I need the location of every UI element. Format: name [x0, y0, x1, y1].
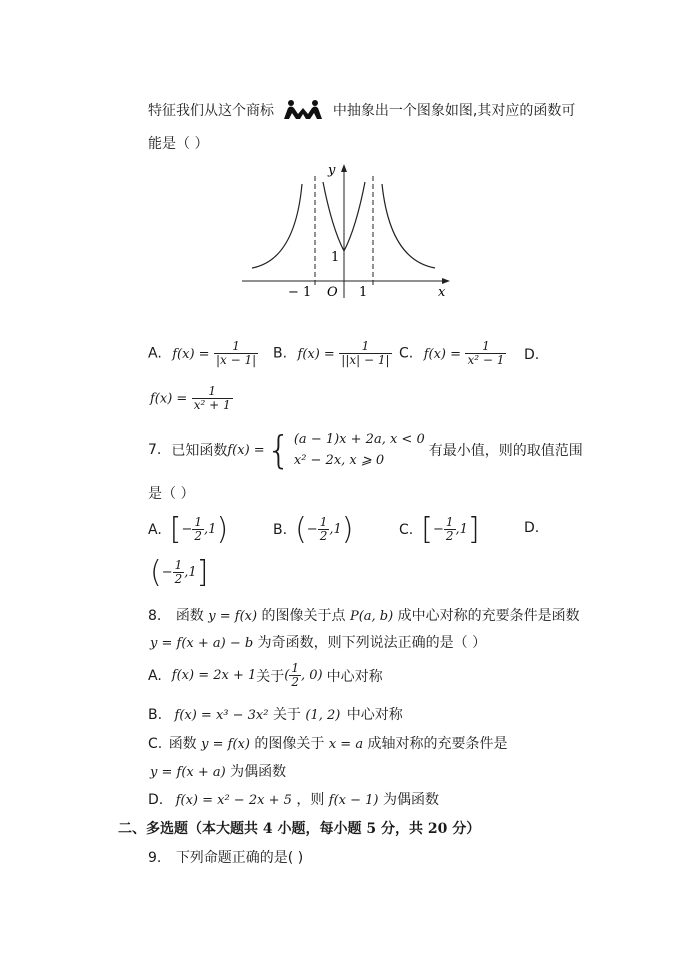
- text: 成轴对称的充要条件是: [367, 736, 508, 752]
- math: y = f(x): [208, 609, 258, 624]
- question-number: 9.: [148, 850, 162, 866]
- q6-option-d[interactable]: [150, 385, 233, 412]
- minus: −: [306, 522, 318, 537]
- q7-stem-line2: 是（ ）: [148, 486, 195, 502]
- q7-prefix: 已知函数: [171, 443, 228, 459]
- q8-option-a[interactable]: [148, 662, 383, 689]
- option-label: A.: [148, 667, 162, 684]
- text: 为偶函数: [382, 792, 439, 808]
- fraction: $\frac{1}{|x - 1|}$: [216, 339, 257, 367]
- y-axis-label: y: [328, 163, 336, 178]
- fraction: $\frac{1}{\text{x² + 1}}$: [193, 384, 231, 412]
- bracket: [: [169, 512, 182, 547]
- tick-label-neg1: − 1: [288, 285, 312, 300]
- text: 的图像关于: [254, 736, 325, 752]
- minus: −: [161, 565, 173, 580]
- origin-label: O: [327, 285, 338, 300]
- q6-stem-line2: 能是（ ）: [148, 136, 209, 152]
- tick-label-1: 1: [359, 285, 368, 300]
- curve-left-branch: [252, 184, 302, 268]
- option-lhs: f(x) =: [172, 346, 210, 362]
- fraction: $\frac{1}{||x| - 1|}$: [341, 339, 390, 367]
- math: f(x) = x² − 2x + 5: [175, 793, 292, 808]
- section-title: 二、多选题（本大题共 4 小题，每小题 5 分，共 20 分）: [118, 821, 481, 837]
- text: 的图像关于点: [261, 608, 346, 624]
- fraction: $\frac{1}{2}$: [319, 515, 328, 543]
- option-label: C.: [148, 736, 163, 752]
- rest: ,1: [184, 565, 197, 580]
- q6-function-graph: [240, 158, 455, 303]
- q8-option-c-line2: [150, 761, 286, 781]
- option-label: A.: [148, 345, 162, 362]
- fraction: $\frac{1}{2}$: [194, 515, 203, 543]
- y-axis-arrow-icon: [341, 164, 347, 172]
- math: x = a: [328, 737, 364, 752]
- text: ，则: [296, 792, 325, 808]
- q7-lhs: f(x) =: [227, 442, 265, 458]
- y-tick-label-1: 1: [331, 250, 340, 265]
- rest: ,1: [455, 522, 468, 537]
- rest: ,1: [204, 522, 217, 537]
- q8-option-c[interactable]: [148, 733, 508, 753]
- rest: ,1: [329, 522, 342, 537]
- curve-right-branch: [382, 184, 435, 268]
- q6-option-c[interactable]: [399, 340, 506, 367]
- text: 函数: [175, 608, 204, 624]
- option-label: C.: [399, 521, 414, 538]
- q8-option-b[interactable]: [148, 704, 403, 724]
- math: (: [284, 668, 290, 683]
- piecewise-cases: [294, 429, 425, 471]
- x-axis-label: x: [438, 285, 446, 300]
- math: P(a, b): [349, 609, 394, 624]
- q7-stem-line1: [148, 428, 583, 472]
- q7-option-b[interactable]: [273, 512, 353, 547]
- q7-option-c[interactable]: [399, 512, 480, 547]
- math: (1, 2): [305, 708, 341, 723]
- text: 成中心对称的充要条件是函数: [397, 608, 580, 624]
- option-label: B.: [273, 345, 288, 362]
- option-lhs: f(x) =: [297, 346, 335, 362]
- bracket: ): [216, 512, 229, 547]
- q6-stem-line1: [148, 100, 575, 124]
- option-label: D.: [148, 792, 164, 808]
- option-lhs: f(x) =: [150, 391, 188, 407]
- bracket: ]: [467, 512, 480, 547]
- math: f(x) = x³ − 3x²: [174, 708, 269, 723]
- fraction: $\frac{1}{\text{x² − 1}}$: [467, 339, 505, 367]
- q6-option-a[interactable]: [148, 340, 258, 367]
- fraction: $\frac{1}{2}$: [174, 558, 183, 586]
- q6-option-d-label[interactable]: D.: [524, 347, 540, 363]
- math: , 0): [300, 668, 323, 683]
- bracket: ]: [196, 555, 209, 590]
- left-brace-icon: {: [266, 428, 291, 472]
- q6-option-b[interactable]: [273, 340, 392, 367]
- fraction: $\frac{1}{2}$: [445, 515, 454, 543]
- text: 函数: [168, 736, 197, 752]
- bracket: (: [150, 555, 162, 590]
- case-1: (a − 1)x + 2a, x < 0: [293, 432, 425, 447]
- q9-stem: [148, 847, 303, 867]
- option-label: A.: [148, 521, 162, 538]
- q8-stem-line1: [148, 605, 580, 625]
- q7-suffix: 有最小值，则的取值范围: [428, 443, 583, 459]
- text: 中心对称: [326, 668, 383, 685]
- option-label: B.: [273, 521, 288, 538]
- math: y = f(x): [201, 737, 250, 752]
- case-2: x² − 2x, x ⩾ 0: [293, 453, 385, 468]
- text: 中心对称: [346, 707, 403, 723]
- bracket: ): [341, 512, 354, 547]
- math: y = f(x + a): [150, 765, 226, 780]
- q7-option-a[interactable]: [148, 512, 228, 547]
- option-label: C.: [399, 345, 414, 362]
- bracket: (: [295, 512, 307, 547]
- q8-stem-line2: [150, 632, 486, 652]
- question-number: 7.: [148, 442, 162, 458]
- text: 关于: [256, 668, 285, 685]
- x-axis-arrow-icon: [442, 278, 450, 284]
- option-lhs: f(x) =: [423, 346, 461, 362]
- math: f(x) = 2x + 1: [171, 668, 257, 683]
- question-number: 8.: [148, 608, 162, 624]
- q7-option-d-label[interactable]: D.: [524, 520, 540, 536]
- minus: −: [432, 522, 444, 537]
- q7-option-d[interactable]: [150, 555, 208, 590]
- text: 关于: [272, 707, 301, 723]
- math: f(x − 1): [328, 793, 379, 808]
- fraction: $\frac{1}{2}$: [291, 661, 299, 689]
- bracket: [: [421, 512, 433, 547]
- kappa-logo-icon: [282, 100, 324, 124]
- q6-stem-part2: 中抽象出一个图象如图,其对应的函数可: [332, 103, 576, 119]
- text: 下列命题正确的是( ): [175, 850, 304, 866]
- q6-stem-part1: 特征我们从这个商标: [148, 103, 274, 119]
- q8-option-d[interactable]: [148, 789, 439, 809]
- math: y = f(x + a) − b: [150, 636, 254, 651]
- option-label: B.: [148, 707, 163, 723]
- minus: −: [181, 522, 193, 537]
- text: 为偶函数: [230, 764, 287, 780]
- text: 为奇函数，则下列说法正确的是（ ）: [257, 635, 487, 651]
